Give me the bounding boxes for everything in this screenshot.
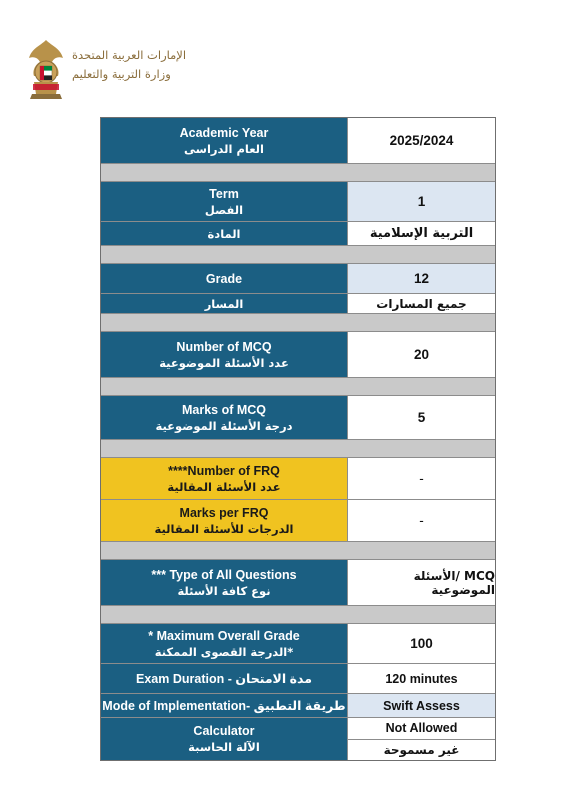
separator	[101, 606, 495, 624]
separator	[101, 542, 495, 560]
frq-marks-row	[101, 500, 495, 542]
separator	[101, 314, 495, 332]
ministry-header	[26, 36, 226, 106]
ministry-line-2: وزارة التربية والتعليم	[72, 67, 171, 81]
calculator-label: Calculator الآلة الحاسبة	[101, 718, 348, 760]
uae-emblem-icon	[26, 36, 66, 102]
frq-count-value: -	[348, 458, 495, 499]
academic-year-row	[101, 118, 495, 164]
exam-spec-table	[100, 117, 496, 761]
ministry-name	[72, 46, 202, 84]
subject-value: التربية الإسلامية	[348, 222, 495, 245]
max-grade-label: * Maximum Overall Grade *الدرجة القصوى الممكنة	[101, 624, 348, 663]
mcq-count-row	[101, 332, 495, 378]
question-type-value: MCQ /الأسئلة الموضوعية	[348, 560, 495, 605]
max-grade-row	[101, 624, 495, 664]
frq-marks-value: -	[348, 500, 495, 541]
frq-count-label: ****Number of FRQ عدد الأسئلة المقالية	[101, 458, 348, 499]
separator	[101, 378, 495, 396]
mcq-marks-row	[101, 396, 495, 440]
grade-row	[101, 264, 495, 294]
academic-year-value: 2025/2024	[348, 118, 495, 163]
mcq-count-value: 20	[348, 332, 495, 377]
track-row	[101, 294, 495, 314]
duration-label: Exam Duration - مدة الامتحان	[101, 664, 348, 693]
calculator-value-en: Not Allowed	[385, 721, 458, 736]
question-type-row	[101, 560, 495, 606]
mcq-marks-label: Marks of MCQ درجة الأسئلة الموضوعية	[101, 396, 348, 439]
separator	[101, 164, 495, 182]
mcq-count-label: Number of MCQ عدد الأسئلة الموضوعية	[101, 332, 348, 377]
frq-count-row	[101, 458, 495, 500]
calculator-value	[348, 718, 495, 760]
ministry-line-1: الإمارات العربية المتحدة	[72, 48, 187, 62]
track-label: المسار	[101, 294, 348, 313]
subject-label: المادة	[101, 222, 348, 245]
separator	[101, 246, 495, 264]
subject-row	[101, 222, 495, 246]
implementation-row	[101, 694, 495, 718]
term-label: Term الفصل	[101, 182, 348, 221]
implementation-label: Mode of Implementation- طريقة التطبيق	[101, 694, 348, 717]
duration-value: 120 minutes	[348, 664, 495, 693]
calculator-value-ar: غير مسموحة	[348, 739, 495, 761]
frq-marks-label: Marks per FRQ الدرجات للأسئلة المقالية	[101, 500, 348, 541]
track-value: جميع المسارات	[348, 294, 495, 313]
mcq-marks-value: 5	[348, 396, 495, 439]
calculator-row	[101, 718, 495, 760]
term-row	[101, 182, 495, 222]
implementation-value: Swift Assess	[348, 694, 495, 717]
duration-row	[101, 664, 495, 694]
separator	[101, 440, 495, 458]
grade-label: Grade	[101, 264, 348, 293]
academic-year-label: Academic Year العام الدراسى	[101, 118, 348, 163]
grade-value: 12	[348, 264, 495, 293]
max-grade-value: 100	[348, 624, 495, 663]
term-value: 1	[348, 182, 495, 221]
question-type-label: *** Type of All Questions نوع كافة الأسئلة	[101, 560, 348, 605]
